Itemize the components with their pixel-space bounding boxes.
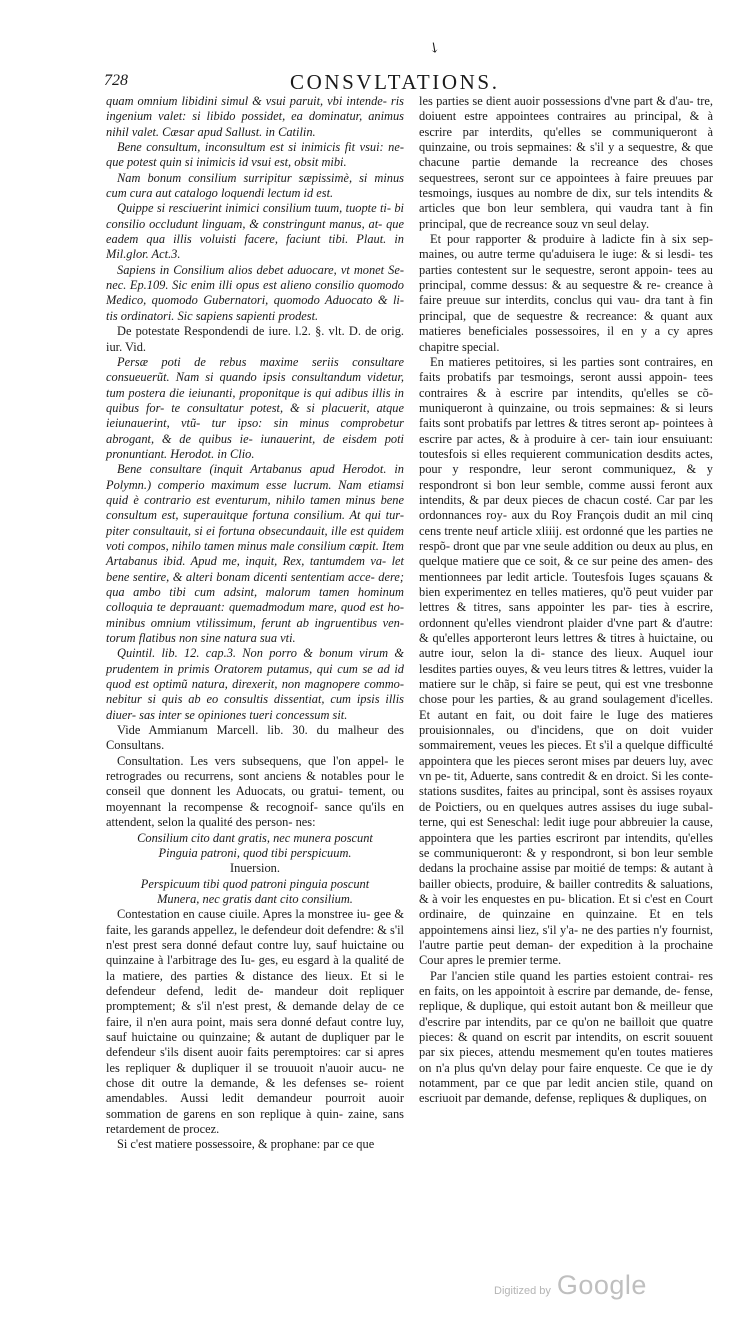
watermark-label: Digitized by [494,1285,551,1297]
corner-mark: ↘ [424,38,444,58]
paragraph: Pinguia patroni, quod tibi perspicuum. [158,845,352,860]
left-column [106,94,404,1153]
paragraph: Sapiens in Consilium alios debet aduocare, vt monet Se- nec. Ep.109. Sic enim illi opus est alieno consilio quomodo Medico, quomodo Gubernatori, quomodo Aduocato & li- tis ordinatori. Sic sapiens sapienti prodest. [106,262,404,323]
paragraph: Quippe si resciuerint inimici consilium tuum, tuopte ti- bi consilio occludunt linguam, & constringunt manus, at- que eadem qua illis voluisti facere, faciunt tibi. Plaut. in Mil.glor. Act.3. [106,201,404,262]
paragraph: Perspicuum tibi quod patroni pinguia poscunt [140,876,370,891]
google-logo: Google [556,1270,647,1300]
paragraph: Et pour rapporter & produire à ladicte fin à six sep- maines, ou autre terme qu'aduisera le iuge: & si lesdi- tes parties contestent sur le sequestre, seront appoin- tees au principal, comme dessus: & au sequestre & re- creance à faire preuue sur interdits, conclus qui vau- dra tant à fin principal, que de sequestre & recreance: & quant aux matieres beneficiales possessoires, il en y a cy apres chapitre special. [419,232,713,354]
digitized-watermark [494,1270,647,1301]
paragraph: Consultation. Les vers subsequens, que l'on appel- le retrogrades ou recurrens, sont anciens & notables pour le conseil que donnent les Aduocats, ou gratui- tement, ou moyennant la recompense & recognoif- sance qu'ils en attendent, selon la qualité des person- nes: [106,753,404,830]
paragraph: Par l'ancien stile quand les parties estoient contrai- res en faits, on les appointoit à escrire par demande, de- fense, replique, & duplique, qui estoit autant bon & meilleur que d'escrire par intendits, par ce qu'on ne bailloit que quatre pieces: & quand on escrit par intendits, on escrit souuent par six pieces, attendu mesmement qu'en toutes matieres on n'a plus qu'vn delay pour faire enqueste. Ce que ie dy notamment, par ce que par ledit ancien stile, quand on escriuoit par demande, defense, repliques & dupliques, on [419,968,713,1106]
paragraph: Quintil. lib. 12. cap.3. Non porro & bonum virum & prudentem in primis Oratorem putamus, qui cum se ad id quod est optimũ natura, direxerit, non magnopere commo- nebitur si quis ab eo consultis dissentiat, cum ipsis illis diuer- sas inter se opiniones tueri concessum sit. [106,646,404,722]
paragraph: Vide Ammianum Marcell. lib. 30. du malheur des Consultans. [106,723,404,753]
paragraph: Si c'est matiere possessoire, & prophane: par ce que [117,1137,375,1152]
page-header [104,70,714,94]
paragraph: De potestate Respondendi de iure. l.2. §. vlt. D. de orig. iur. Vid. [106,324,404,354]
paragraph: Nam bonum consilium surripitur sæpissimè, si minus cum cura aut catalogo loquendi lectum id est. [106,170,404,201]
paragraph: Munera, nec gratis dant cito consilium. [157,891,353,906]
paragraph: Bene consultare (inquit Artabanus apud Herodot. in Polymn.) comperio maximum esse lucrum. Nam etiamsi quid è contrario est eventurum, nihilo tamen minus bene consultum est, superauitque fortuna consilium. At qui tur- piter consultauit, si ei fortuna obsecundauit, ille est quidem voti compos, nihilo tamen minus male consilium cœpit. Item Artabanus ibid. Apud me, inquit, Rex, tantumdem va- let bene sentire, & alteri bonam dicenti sententiam acce- dere; qua ambo tibi cum adsint, malorum tamen hominum colloquia te deprauant: quemadmodum mare, quod est ho- minibus omnium vtilissimum, ferunt ab ingruentibus ven- torum flatibus non sine natura sua vti. [106,462,404,646]
page-number: 728 [104,72,128,89]
paragraph: Contestation en cause ciuile. Apres la monstree iu- gee & faite, les garands appellez, le defendeur doit defendre: & s'il n'est prest sera donné defaut contre luy, sauf huictaine ou quinzaine à l'arbitrage des Iu- ges, eu esgard à la qualité de la matiere, des parties & distance des lieux. Et si le defendeur defend, ledit de- mandeur doit repliquer promptement; & s'il n'est prest, & demande delay de ce faire, il n'en aura point, mais sera donné defaut contre luy, sauf huictaine ou quinzaine; & autant de dupliquer par le defendeur s'ils disent auoir faits peremptoires: car si apres les repliquer & dupliquer il se trouuoit n'auoir aucu- ne chose dit outre la demande, & les defenses se- roient amendables. Aussi ledit demandeur pourroit auoir sommation de garens en son replique à quin- zaine, sans retardement de procez. [106,907,404,1137]
right-column [419,94,713,1107]
paragraph: quam omnium libidini simul & vsui paruit, vbi intende- ris ingenium valet: si libido possidet, ea dominatur, animus nihil valet. Cæsar apud Sallust. in Catilin. [106,94,404,139]
column-gutter [410,96,411,1186]
paragraph: Persæ poti de rebus maxime seriis consultare consueuerũt. Nam si quando ipsis consultandum videtur, tum postera die ieiunanti, proponitque is qui adibus illis in quibus for- te consultatur potest, & si placuerit, atque ieiunauerint, vtũ- tur ipso: sin minus comprobetur abrogant, & de quibus ie- iunauerint, de eisdem poti pronuntiant. Herodot. in Clio. [106,354,404,461]
paragraph: En matieres petitoires, si les parties sont contraires, en faits probatifs par tesmoings, seront aussi appoin- tees contraires & à escrire par intendits, qu'elles se cõ- muniqueront à quinzaine, ou trois sepmaines: & si leurs faits sont probatifs par lettres & titres seront ap- pointees à escrire par actes, & à produire à cer- tain iour ensuiuant: toutesfois si elles requierent communication desdits actes, pour y respondre, leur seront communiquez, & y respondront si bon leur semble, comme aussi feront aux intendits, & par deux pieces de chacun costé. Car par les ordonnances roy- aux du Roy François dudit an mil cinq cens trente neuf article xliiij. est ordonné que les parties ne respõ- dront que par vne seule addition ou deux au plus, en quelque matiere que ce soit, & ce sur peine des amen- des mentionnees par ledit article. Toutesfois Iuges sçauans & bien experimentez en telles matieres, qu'õ peut vuider par lettres & titres, sans appointer les par- ties à escrire, ordonnent qu'elles viendront plaider d'vne part & d'autre: & qu'elles apporteront leurs lettres & titres à huictaine, ou autre iour, selon la di- stance des lieux. Auquel iour lesdites parties ouyes, & veu leurs titres & lettres, vuider la matiere sur le chãp, si faire se peut, qui est vne tresbonne chose pour les parties, & au grand soulagement d'icelles. Et autant en fait, ou doit faire le Iuge des matieres prouisionnales, ou d'incidens, que on doit vuider sommairement, veues les pieces. Et s'il a quelque difficulté appointera que les pieces seront mises par deuers luy, avec vn pe- tit, Aduerte, sans contredit & en droict. Si les conte- stations susdites, faites au principal, sont ès assises royaux de Poictiers, ou en quelques autres assises du iuge subal- terne, qui est Seneschal: ledit iuge pour abbreuier la cause, appointera que les parties escriront par intendits, qu'elles se communiqueront: & y respondront, si bon leur semble dedans la prochaine assise par moitié de temps: & autant à bailler obiects, produire, & bailler contredits & saluations, & à voir les enquestes en pu- blication. Et si c'est en Court ordinaire, de quinzaine en quinzaine. Et en tels appointemens ainsi liez, s'il y'a- ne des parties n'y fournist, l'autre partie peut deman- der expedition à la prochaine Cour apres le premier terme. [419,354,713,968]
running-title: CONSVLTATIONS. [290,70,500,94]
paragraph: les parties se dient auoir possessions d'vne part & d'au- tre, doiuent estre appointees contraires au principal, & à escrire par interdits, qu'elles se communiqueront à quinzaine, ou trois sepmaines: & s'il y a sequestre, & que chacune partie demande la recreance des choses sequestrees, seront sur ce appointees à faire preuues par tesmoings, iusques au nombre de dix, sur tels intendits & articles que bon leur semblera, qui vaudra tant à fin principal, que de recreance souz vn seul delay. [419,94,713,231]
paragraph: Inuersion. [230,861,280,876]
paragraph: Consilium cito dant gratis, nec munera poscunt [137,830,373,845]
paragraph: Bene consultum, inconsultum est si inimicis fit vsui: ne- que potest quin si inimicis id vsui est, obsit mibi. [106,140,404,170]
